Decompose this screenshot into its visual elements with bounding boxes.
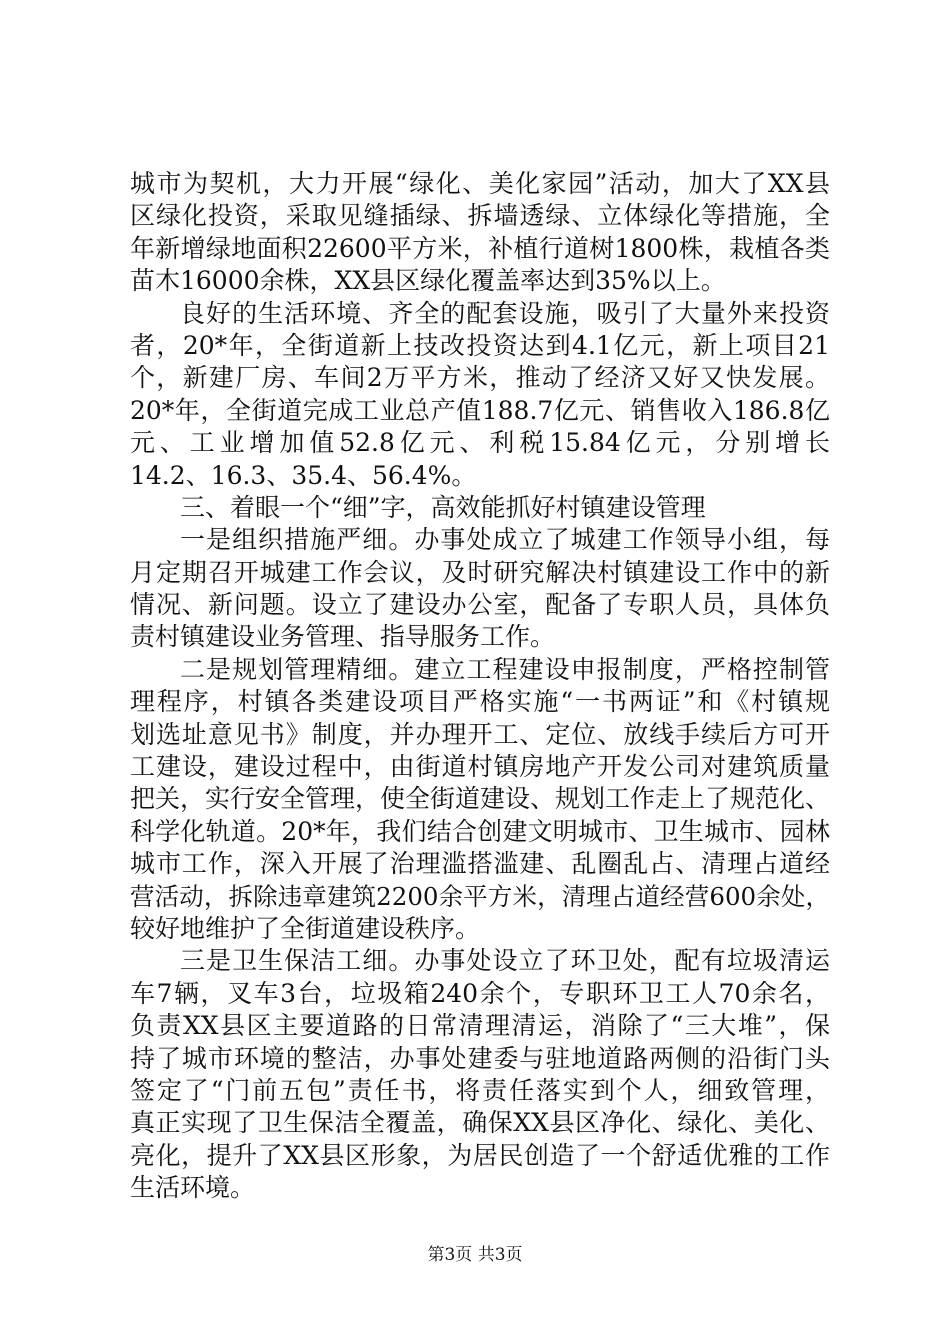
text-line: 个，新建厂房、车间2万平方米，推动了经济又好又快发展。 [130,363,830,393]
text-line: 20*年，全街道完成工业总产值188.7亿元、销售收入186.8亿 [130,395,830,425]
text-line: 三、着眼一个“细”字，高效能抓好村镇建设管理 [180,492,706,522]
text-line: 把关，实行安全管理，使全街道建设、规划工作走上了规范化、 [130,784,831,814]
text-line: 责村镇建设业务管理、指导服务工作。 [130,622,556,652]
text-line: 真正实现了卫生保洁全覆盖，确保XX县区净化、绿化、美化、 [130,1108,830,1138]
text-line: 14.2、16.3、35.4、56.4%。 [130,460,477,490]
text-line: 一是组织措施严细。办事处成立了城建工作领导小组，每 [180,525,830,555]
text-line: 签定了“门前五包”责任书，将责任落实到个人，细致管理， [130,1075,830,1105]
text-line: 较好地维护了全街道建设秩序。 [130,913,481,943]
text-line: 苗木16000余株，XX县区绿化覆盖率达到35%以上。 [130,266,726,296]
text-line: 工建设，建设过程中，由街道村镇房地产开发公司对建筑质量 [130,752,830,782]
text-line: 亮化，提升了XX县区形象，为居民创造了一个舒适优雅的工作 [130,1140,830,1170]
text-line: 区绿化投资，采取见缝插绿、拆墙透绿、立体绿化等措施，全 [130,201,830,231]
text-line: 持了城市环境的整洁，办事处建委与驻地道路两侧的沿街门头 [130,1043,830,1073]
text-line: 良好的生活环境、齐全的配套设施，吸引了大量外来投资 [180,298,830,328]
text-line: 科学化轨道。20*年，我们结合创建文明城市、卫生城市、园林 [130,816,830,846]
text-line: 划选址意见书》制度，并办理开工、定位、放线手续后方可开 [130,719,830,749]
text-line: 生活环境。 [130,1173,256,1203]
text-line: 者，20*年，全街道新上技改投资达到4.1亿元，新上项目21 [130,330,830,360]
text-line: 营活动，拆除违章建筑2200余平方米，清理占道经营600余处， [130,881,830,911]
text-line: 城市为契机，大力开展“绿化、美化家园”活动，加大了XX县 [130,169,830,198]
text-line: 元、工业增加值52.8亿元、利税15.84亿元，分别增长 [130,428,830,458]
text-line: 城市工作，深入开展了治理滥搭滥建、乱圈乱占、清理占道经 [130,849,830,879]
text-line: 年新增绿地面积22600平方米，补植行道树1800株，栽植各类 [130,233,830,263]
text-line: 理程序，村镇各类建设项目严格实施“一书两证”和《村镇规 [130,687,830,717]
text-line: 二是规划管理精细。建立工程建设申报制度，严格控制管 [180,654,830,684]
page-footer: 第3页 共3页 [427,1245,523,1265]
text-line: 情况、新问题。设立了建设办公室，配备了专职人员，具体负 [130,590,830,620]
text-line: 三是卫生保洁工细。办事处设立了环卫处，配有垃圾清运 [180,946,830,976]
text-line: 车7辆，叉车3台，垃圾箱240余个，专职环卫工人70余名， [130,978,830,1008]
document-body [130,168,830,1205]
text-line: 月定期召开城建工作会议，及时研究解决村镇建设工作中的新 [130,557,830,587]
text-line: 负责XX县区主要道路的日常清理清运，消除了“三大堆”，保 [130,1011,830,1041]
